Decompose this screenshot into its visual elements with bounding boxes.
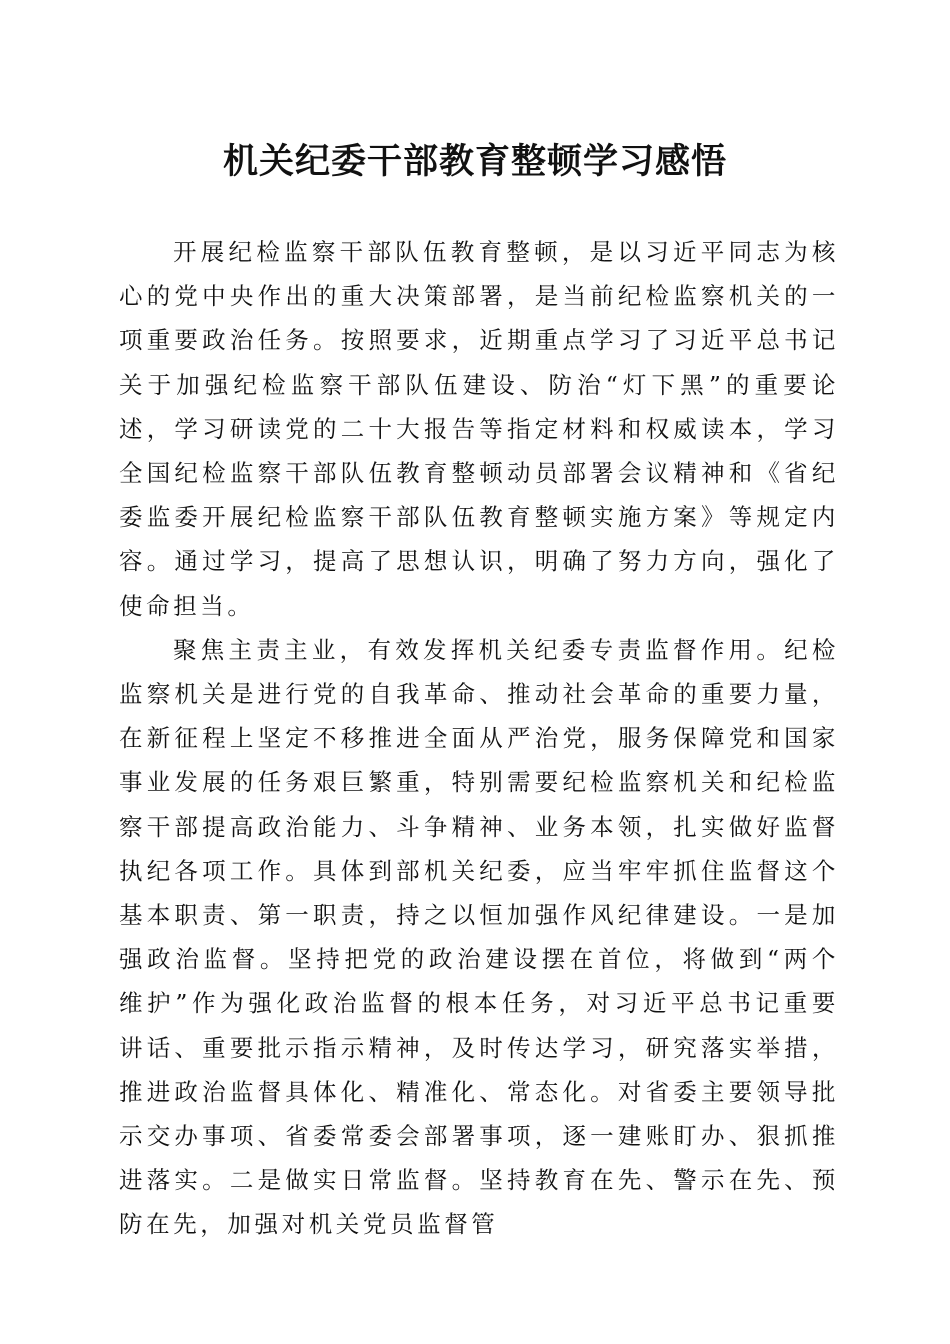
paragraph-1: 开展纪检监察干部队伍教育整顿，是以习近平同志为核心的党中央作出的重大决策部署，是当前纪检监察机关的一项重要政治任务。按照要求，近期重点学习了习近平总书记关于加强纪检监察干部队伍建设、防治“灯下黑”的重要论述，学习研读党的二十大报告等指定材料和权威读本，学习全国纪检监察干部队伍教育整顿动员部署会议精神和《省纪委监委开展纪检监察干部队伍教育整顿实施方案》等规定内容。通过学习，提高了思想认识，明确了努力方向，强化了使命担当。 <box>119 238 839 620</box>
paragraph-2: 聚焦主责主业，有效发挥机关纪委专责监督作用。纪检监察机关是进行党的自我革命、推动社会革命的重要力量，在新征程上坚定不移推进全面从严治党，服务保障党和国家事业发展的任务艰巨繁重，特别需要纪检监察机关和纪检监察干部提高政治能力、斗争精神、业务本领，扎实做好监督执纪各项工作。具体到部机关纪委，应当牢牢抓住监督这个基本职责、第一职责，持之以恒加强作风纪律建设。一是加强政治监督。坚持把党的政治建设摆在首位，将做到“两个维护”作为强化政治监督的根本任务，对习近平总书记重要讲话、重要批示指示精神，及时传达学习，研究落实举措，推进政治监督具体化、精准化、常态化。对省委主要领导批示交办事项、省委常委会部署事项，逐一建账盯办、狠抓推进落实。二是做实日常监督。坚持教育在先、警示在先、预防在先，加强对机关党员监督管 <box>119 635 839 1239</box>
document-body <box>119 230 839 1247</box>
document-title: 机关纪委干部教育整顿学习感悟 <box>222 141 727 182</box>
